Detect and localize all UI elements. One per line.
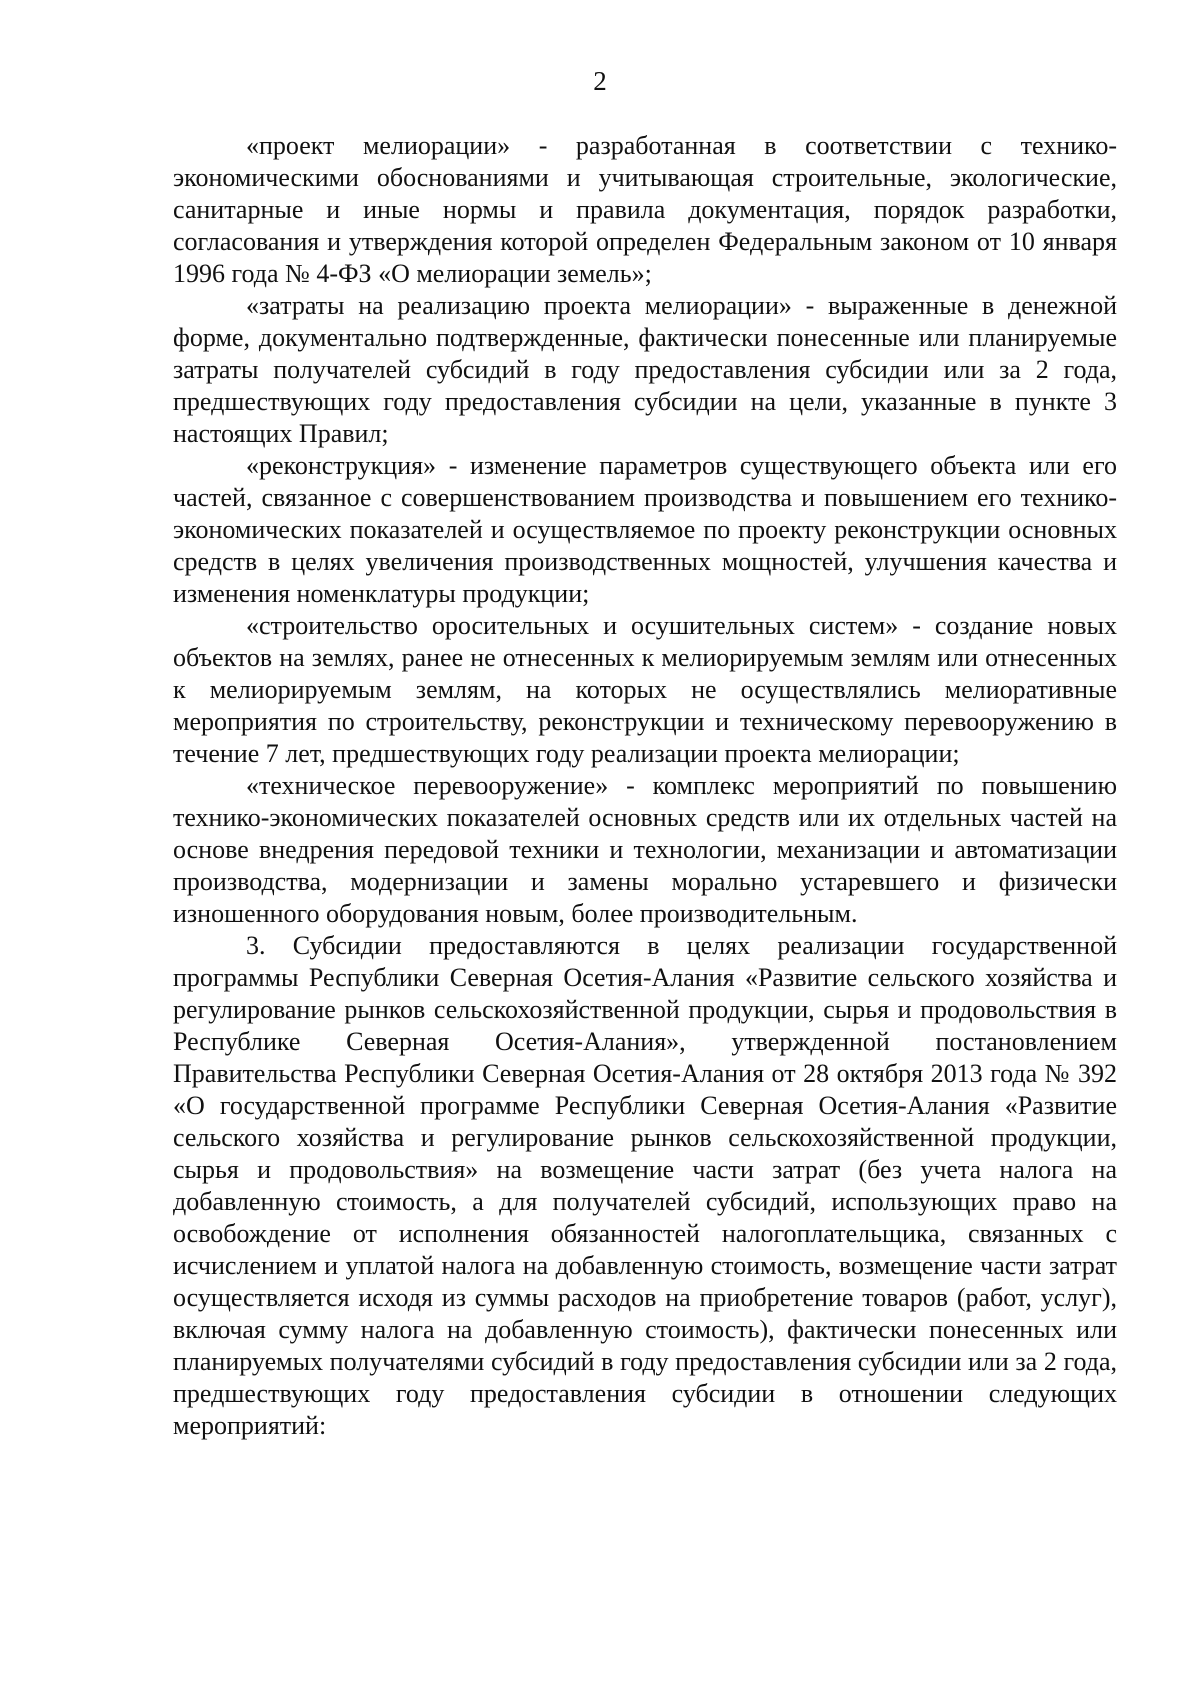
document-body [173,130,1117,1442]
paragraph-project-costs-definition: «затраты на реализацию проекта мелиорации» - выраженные в денежной форме, документально подтвержденные, фактически понесенные или планируемые затраты получателей субсидий в году предоставления субсидии или за 2 года, предшествующих году предоставления субсидии на цели, указанные в пункте 3 настоящих Правил; [173,291,1117,448]
paragraph-section-3-subsidies: 3. Субсидии предоставляются в целях реализации государственной программы Республики Северная Осетия-Алания «Развитие сельского хозяйства и регулирование рынков сельскохозяйственной продукции, сырья и продовольствия в Республике Северная Осетия-Алания», утвержденной постановлением Правительства Республики Северная Осетия-Алания от 28 октября 2013 года № 392 «О государственной программе Республики Северная Осетия-Алания «Развитие сельского хозяйства и регулирование рынков сельскохозяйственной продукции, сырья и продовольствия» на возмещение части затрат (без учета налога на добавленную стоимость, а для получателей субсидий, использующих право на освобождение от исполнения обязанностей налогоплательщика, связанных с исчислением и уплатой налога на добавленную стоимость, возмещение части затрат осуществляется исходя из суммы расходов на приобретение товаров (работ, услуг), включая сумму налога на добавленную стоимость), фактически понесенных или планируемых получателями субсидий в году предоставления субсидии или за 2 года, предшествующих году предоставления субсидии в отношении следующих мероприятий: [173,931,1117,1440]
page-number: 2 [593,66,607,96]
paragraph-melioration-project-definition: «проект мелиорации» - разработанная в соответствии с технико-экономическими обоснованиями и учитывающая строительные, экологические, санитарные и иные нормы и правила документация, порядок разработки, согласования и утверждения которой определен Федеральным законом от 10 января 1996 года № 4-ФЗ «О мелиорации земель»; [173,131,1117,288]
paragraph-reconstruction-definition: «реконструкция» - изменение параметров существующего объекта или его частей, связанное с совершенствованием производства и повышением его технико-экономических показателей и осуществляемое по проекту реконструкции основных средств в целях увеличения производственных мощностей, улучшения качества и изменения номенклатуры продукции; [173,451,1117,608]
paragraph-construction-definition: «строительство оросительных и осушительных систем» - создание новых объектов на землях, ранее не отнесенных к мелиорируемым землям или отнесенных к мелиорируемым землям, на которых не осуществлялись мелиоративные мероприятия по строительству, реконструкции и техническому перевооружению в течение 7 лет, предшествующих году реализации проекта мелиорации; [173,611,1117,768]
paragraph-technical-reequipment-definition: «техническое перевооружение» - комплекс мероприятий по повышению технико-экономических показателей основных средств или их отдельных частей на основе внедрения передовой техники и технологии, механизации и автоматизации производства, модернизации и замены морально устаревшего и физически изношенного оборудования новым, более производительным. [173,771,1117,928]
